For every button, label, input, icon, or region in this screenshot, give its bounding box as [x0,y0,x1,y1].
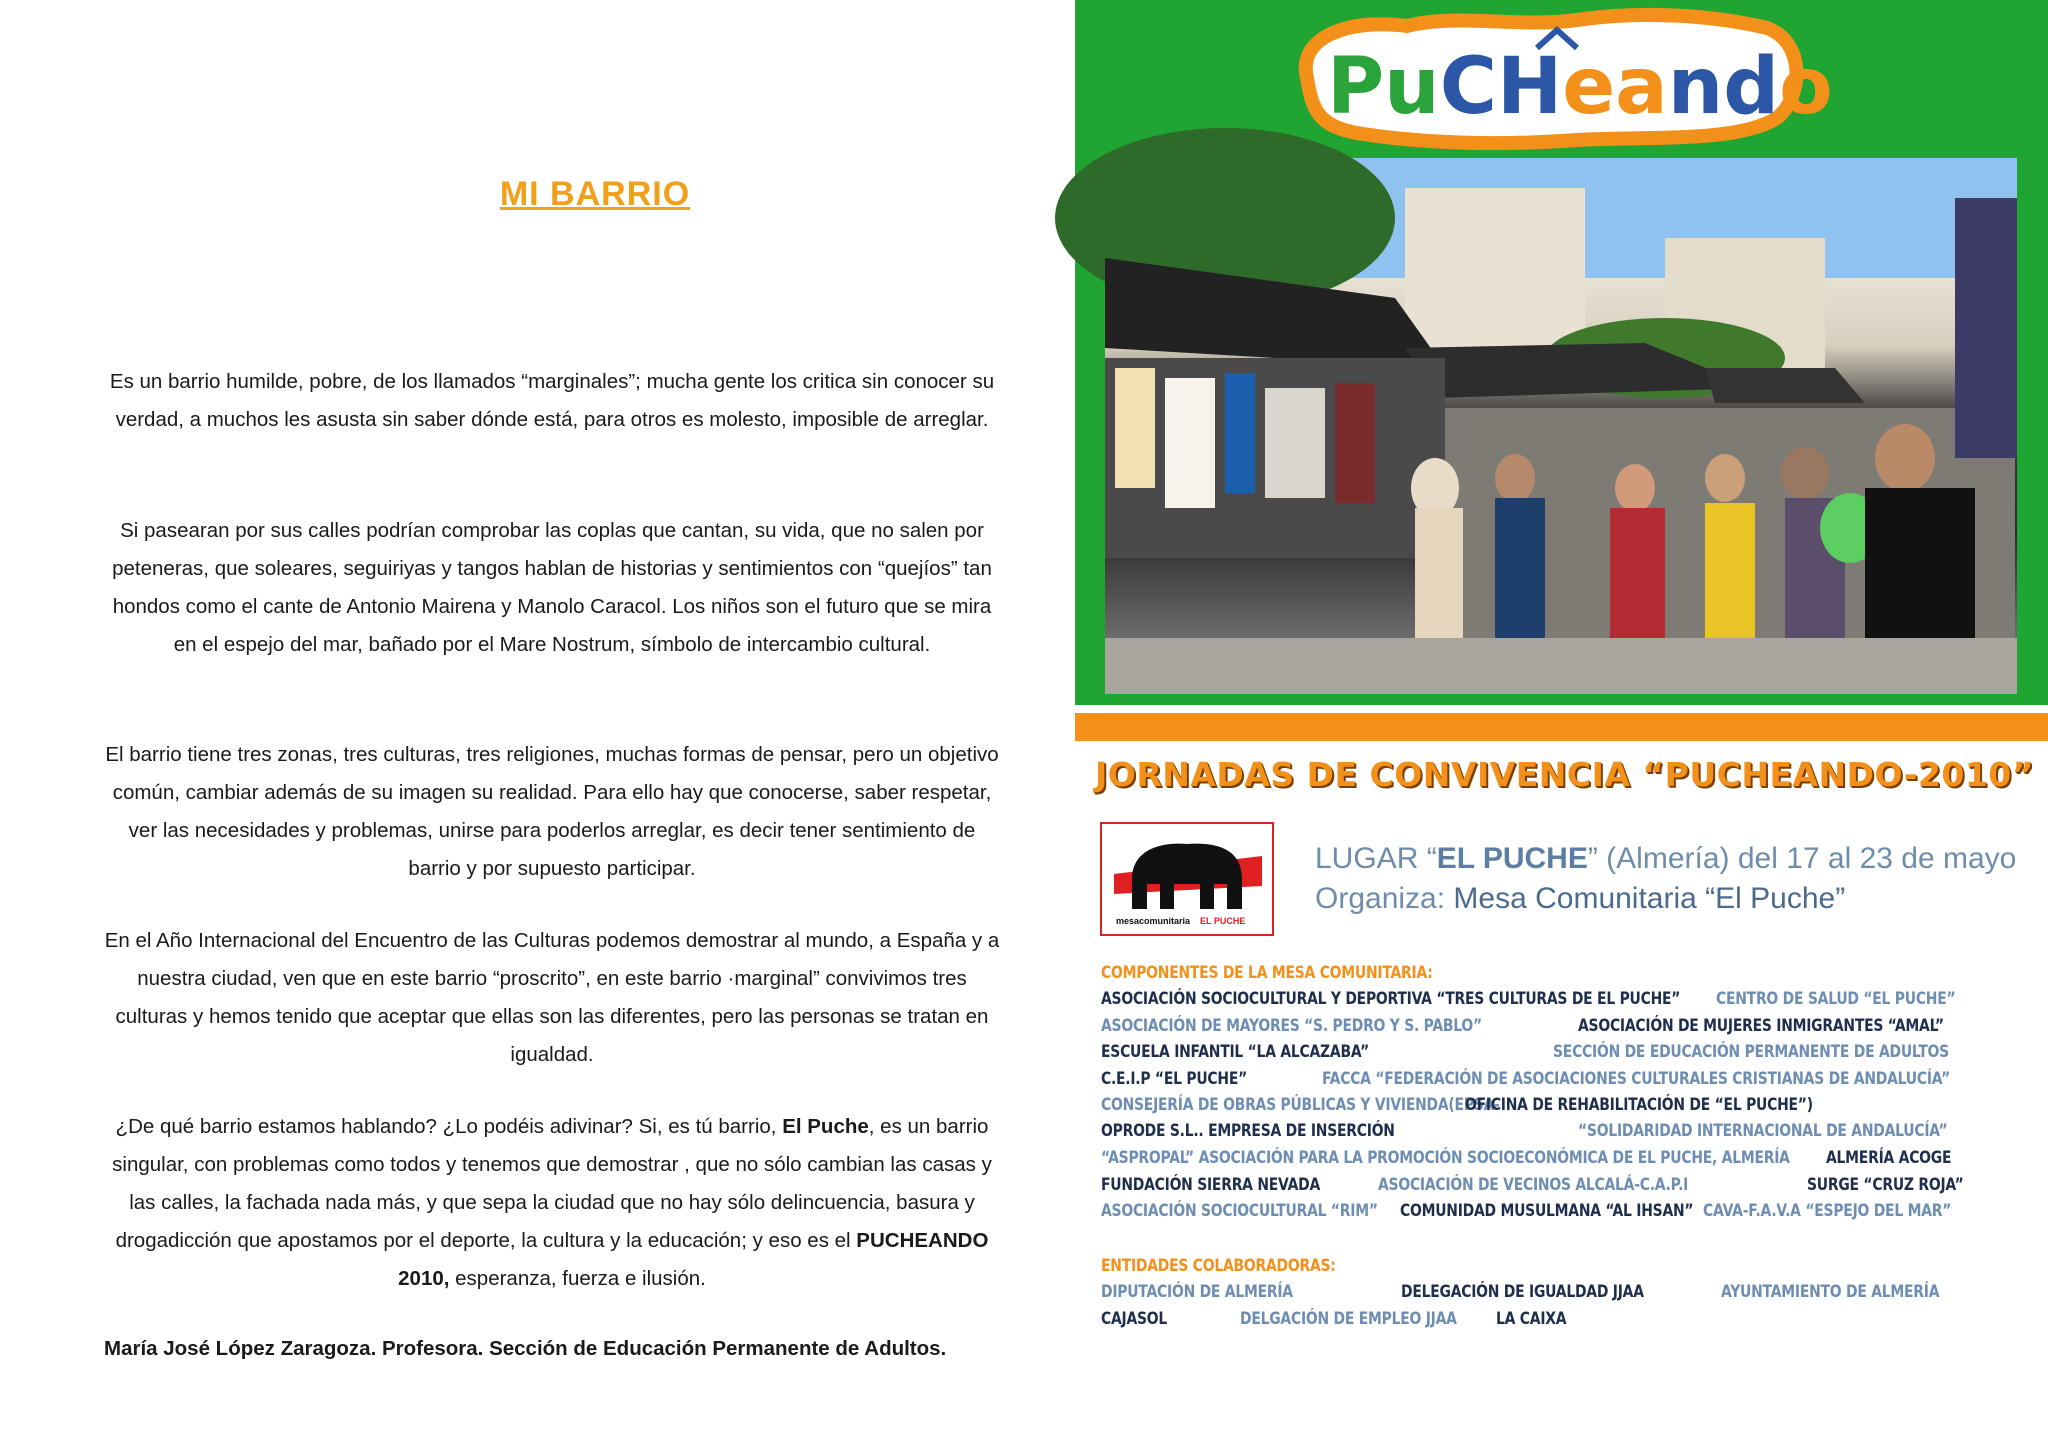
poster-divider [1075,705,2048,713]
partner-3: AYUNTAMIENTO DE ALMERÍA [1721,1282,1940,1302]
paragraph-5 [104,1108,1000,1298]
author-signature: María José López Zaragoza. Profesora. Sección de Educación Permanente de Adultos. [104,1337,947,1360]
paragraph-1: Es un barrio humilde, pobre, de los llamados “marginales”; mucha gente los critica sin conocer su verdad, a muchos les asusta sin saber dónde está, para otros es molesto, imposible de arreglar. [109,370,995,431]
member-18: ASOCIACIÓN SOCIOCULTURAL “RIM” [1101,1201,1378,1221]
paragraph-5-pucheando: PUCHEANDO 2010, [398,1229,989,1290]
pucheando-logo [1287,8,1833,148]
member-2: CENTRO DE SALUD “EL PUCHE” [1716,989,1956,1009]
paragraph-5-text-a: ¿De qué barrio estamos hablando? ¿Lo podéis adivinar? Si, es tú barrio, [115,1115,783,1138]
article-title: MI BARRIO [499,175,691,213]
partner-5: DELGACIÓN DE EMPLEO JJAA [1240,1309,1457,1329]
member-9: CONSEJERÍA DE OBRAS PÚBLICAS Y VIVIENDA(EPSA- [1101,1095,1500,1115]
member-14: ALMERÍA ACOGE [1826,1148,1952,1168]
member-13: “ASPROPAL” ASOCIACIÓN PARA LA PROMOCIÓN SOCIOECONÓMICA DE EL PUCHE, ALMERÍA [1101,1148,1790,1168]
street-market-image [1105,158,2017,694]
entidades-heading: ENTIDADES COLABORADORAS: [1101,1256,1336,1276]
paragraph-2: Si pasearan por sus calles podrían comprobar las coplas que cantan, su vida, que no salen por peteneras, que soleares, seguiriyas y tangos hablan de historias y sentimientos con “quejíos” tan hondos como el cante de Antonio Mairena y Manolo Caracol. Los niños son el futuro que se mira en el espejo del mar, bañado por el Mare Nostrum, símbolo de intercambio cultural. [112,519,992,656]
lugar-place: EL PUCHE [1436,842,1588,875]
member-19: COMUNIDAD MUSULMANA “AL IHSAN” [1400,1201,1694,1221]
el-puche-emblem-icon [1102,824,1272,934]
logo-caption-b: EL PUCHE [1200,916,1246,926]
mesa-comunitaria-logo [1100,822,1274,936]
member-5: ESCUELA INFANTIL “LA ALCAZABA” [1101,1042,1370,1062]
partner-1: DIPUTACIÓN DE ALMERÍA [1101,1282,1293,1302]
member-17: SURGE “CRUZ ROJA” [1807,1175,1964,1195]
paragraph-4: En el Año Internacional del Encuentro de las Culturas podemos demostrar al mundo, a España y a nuestra ciudad, ven que en este barrio “proscrito”, en este barrio ·marginal” convivimos tres culturas y hemos tenido que aceptar que ellas son las diferentes, pero las personas se tratan en igualdad. [104,929,1000,1066]
member-12: “SOLIDARIDAD INTERNACIONAL DE ANDALUCÍA” [1578,1121,1948,1141]
event-location [1315,842,2016,876]
partner-6: LA CAIXA [1496,1309,1567,1329]
orange-band [1075,713,2048,741]
member-8: FACCA “FEDERACIÓN DE ASOCIACIONES CULTURALES CRISTIANAS DE ANDALUCÍA” [1322,1069,1950,1089]
member-1: ASOCIACIÓN SOCIOCULTURAL Y DEPORTIVA “TRES CULTURAS DE EL PUCHE” [1101,989,1681,1009]
event-organizer [1315,882,1845,916]
member-15: FUNDACIÓN SIERRA NEVADA [1101,1175,1321,1195]
componentes-heading: COMPONENTES DE LA MESA COMUNITARIA: [1101,963,1433,983]
organiza-name: Mesa Comunitaria “El Puche” [1453,882,1846,915]
member-16: ASOCIACIÓN DE VECINOS ALCALÁ-C.A.P.I [1378,1175,1689,1195]
paragraph-3: El barrio tiene tres zonas, tres culturas, tres religiones, muchas formas de pensar, pero un objetivo común, cambiar además de su imagen su realidad. Para ello hay que conocerse, saber respetar, ver las necesidades y problemas, unirse para poderlos arreglar, es decir tener sentimiento de barrio y por supuesto participar. [105,743,999,880]
logo-wordmark: PuCHeando [1327,42,1833,132]
paragraph-5-text-e: esperanza, fuerza e ilusión. [449,1267,706,1290]
organiza-label: Organiza: [1315,882,1454,915]
member-11: OPRODE S.L.. EMPRESA DE INSERCIÓN [1101,1121,1395,1141]
market-photo [1105,158,2017,694]
paragraph-5-el-puche: El Puche [782,1115,869,1138]
partner-2: DELEGACIÓN DE IGUALDAD JJAA [1401,1282,1644,1302]
lugar-dates: ” (Almería) del 17 al 23 de mayo [1587,842,2017,875]
logo-caption-a: mesacomunitaria [1116,916,1191,926]
member-6: SECCIÓN DE EDUCACIÓN PERMANENTE DE ADULTOS [1553,1042,1949,1062]
member-4: ASOCIACIÓN DE MUJERES INMIGRANTES “AMAL” [1578,1016,1944,1036]
paragraph-5-text-c: , es un barrio singular, con problemas como todos y tenemos que demostrar , que no sólo cambian las casas y las calles, la fachada nada más, y que sepa la ciudad que no hay sólo delincuencia, basura y drogadicción que apostamos por el deporte, la cultura y la educación; y eso es el [112,1115,992,1252]
lugar-label: LUGAR “ [1315,842,1437,875]
event-poster [1075,0,2048,1449]
partner-4: CAJASOL [1101,1309,1168,1329]
member-10: OFICINA DE REHABILITACIÓN DE “EL PUCHE”) [1465,1095,1813,1115]
member-20: CAVA-F.A.V.A “ESPEJO DEL MAR” [1703,1201,1952,1221]
member-3: ASOCIACIÓN DE MAYORES “S. PEDRO Y S. PABLO” [1101,1016,1482,1036]
poster-headline: JORNADAS DE CONVIVENCIA “PUCHEANDO-2010” [1095,755,2034,794]
member-7: C.E.I.P “EL PUCHE” [1101,1069,1248,1089]
